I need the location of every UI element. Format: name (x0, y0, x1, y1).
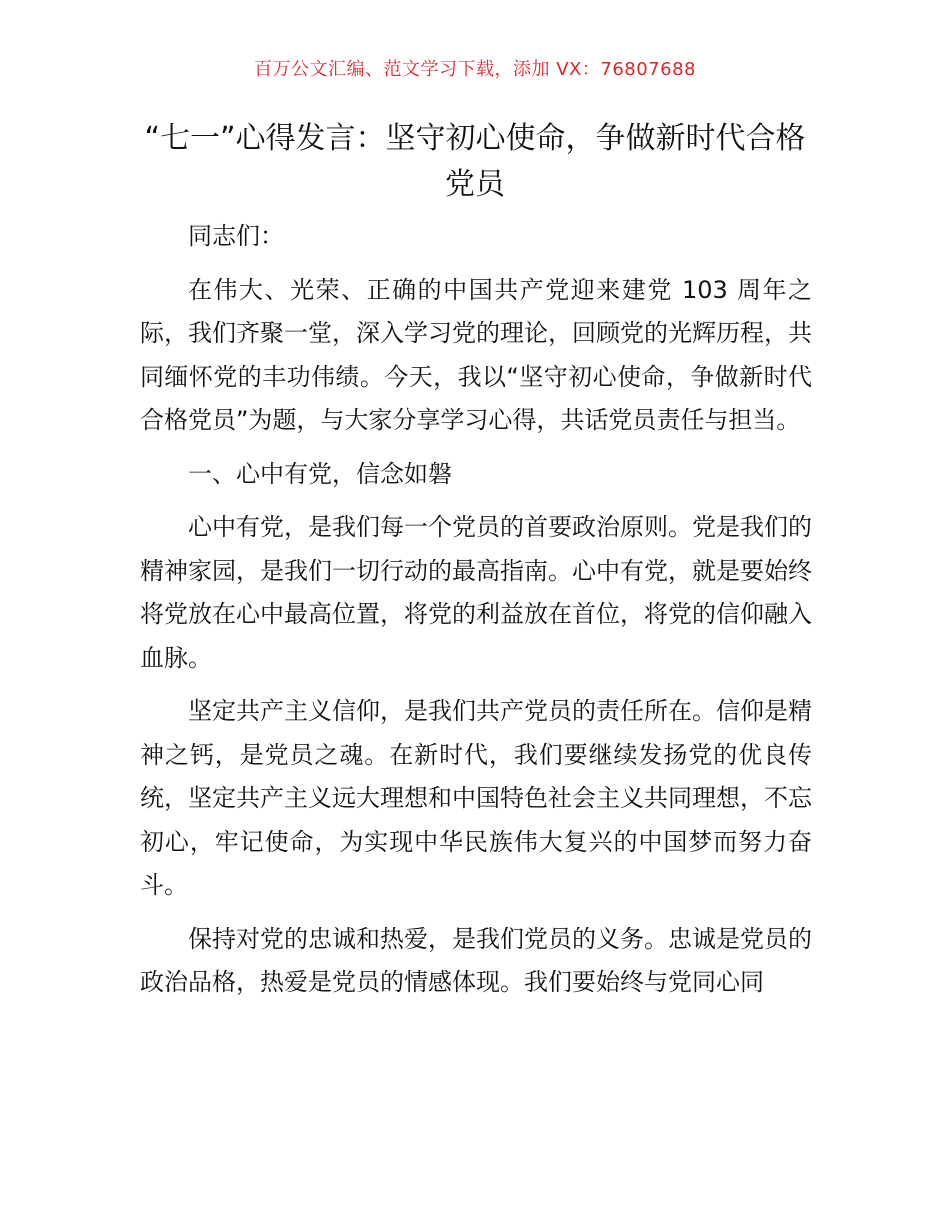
body-paragraph: 坚定共产主义信仰，是我们共产党员的责任所在。信仰是精神之钙，是党员之魂。在新时代，我们要继续发扬党的优良传统，坚定共产主义远大理想和中国特色社会主义共同理想，不忘初心，牢记使命，为实现中华民族伟大复兴的中国梦而努力奋斗。 (140, 697, 812, 899)
body-paragraph: 心中有党，是我们每一个党员的首要政治原则。党是我们的精神家园，是我们一切行动的最高指南。心中有党，就是要始终将党放在心中最高位置，将党的利益放在首位，将党的信仰融入血脉。 (140, 513, 812, 672)
document-title: “七一”心得发言：坚守初心使命，争做新时代合格党员 (144, 121, 806, 202)
section-heading-1: 一、心中有党，信念如磐 (188, 459, 452, 488)
document-body (140, 215, 812, 1015)
body-paragraph-intro: 在伟大、光荣、正确的中国共产党迎来建党 103 周年之际，我们齐聚一堂，深入学习党的理论，回顾党的光辉历程，共同缅怀党的丰功伟绩。今天，我以“坚守初心使命，争做新时代合格党员”为题，与大家分享学习心得，共话党员责任与担当。 (140, 275, 812, 434)
header-watermark: 百万公文汇编、范文学习下载，添加 VX：76807688 (254, 59, 696, 80)
salutation: 同志们： (188, 222, 284, 250)
body-paragraph: 保持对党的忠诚和热爱，是我们党员的义务。忠诚是党员的政治品格，热爱是党员的情感体现。我们要始终与党同心同 (140, 924, 812, 996)
